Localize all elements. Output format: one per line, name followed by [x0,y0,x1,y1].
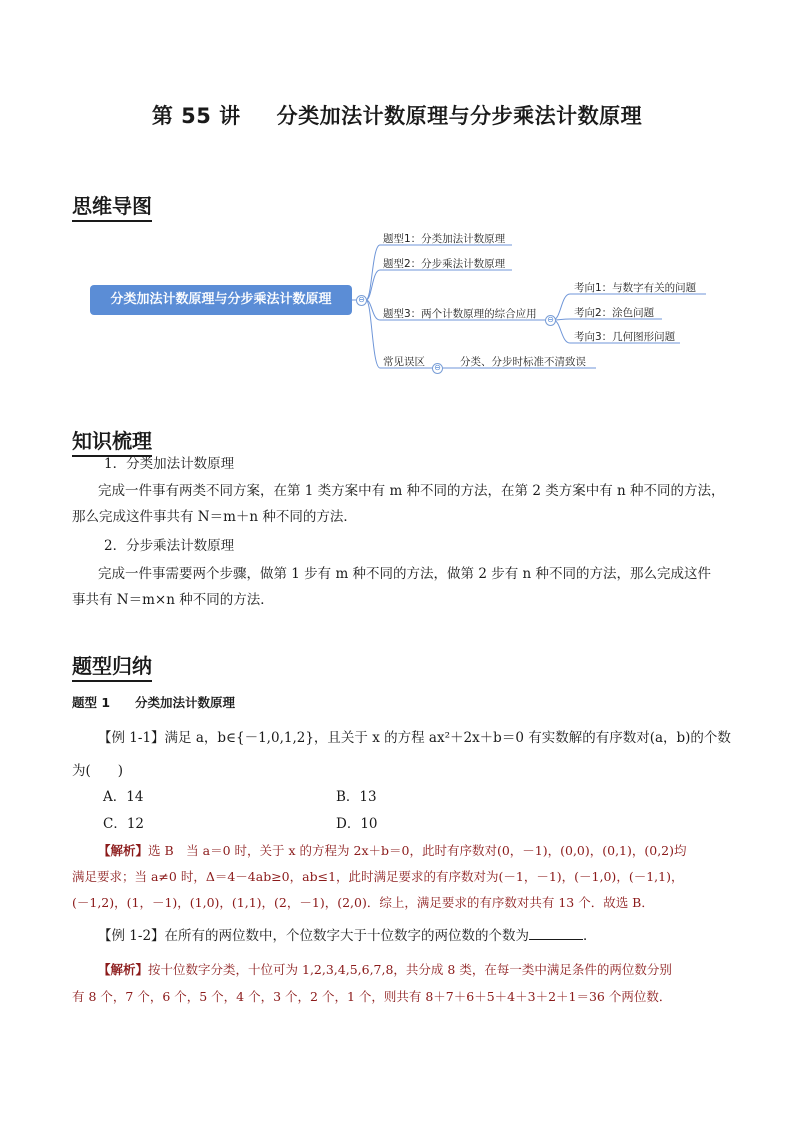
answer-1-1-line1 [98,838,687,864]
example-1-2-end: ． [583,928,597,944]
option-c: C．12 [103,816,145,832]
sub-direction-2: 考向2：涂色问题 [574,307,655,319]
mistake-detail: 分类、分步时标准不清致误 [460,356,586,368]
collapse-icon[interactable]: ⊖ [545,315,556,326]
knowledge-paragraph-2a: 完成一件事需要两个步骤，做第 1 步有 m 种不同的方法，做第 2 步有 n 种不同的方法，那么完成这件 [98,566,712,582]
knowledge-paragraph-1b: 那么完成这件事共有 N＝m＋n 种不同的方法． [72,509,357,525]
section-heading-mindmap: 思维导图 [72,190,152,222]
answer-text: 按十位数字分类，十位可为 1,2,3,4,5,6,7,8，共分成 8 类，在每一类中满足条件的两位数分别 [148,962,672,977]
knowledge-paragraph-1a: 完成一件事有两类不同方案，在第 1 类方案中有 m 种不同的方法，在第 2 类方案中有 n 种不同的方法， [98,483,725,499]
example-1-2 [98,923,597,949]
answer-1-1-line3: (－1,2)，(1，－1)，(1,0)，(1,1)，(2，－1)，(2,0)．综上，满足要求的有序数对共有 13 个．故选 B． [72,895,654,910]
section-heading-knowledge: 知识梳理 [72,425,152,457]
sub-direction-3: 考向3：几何图形问题 [574,331,676,343]
collapse-icon[interactable]: ⊖ [356,295,367,306]
branch-type1: 题型1：分类加法计数原理 [383,233,506,245]
section-heading-types: 题型归纳 [72,650,152,682]
knowledge-heading-1: 1．分类加法计数原理 [104,456,235,472]
branch-type2: 题型2：分步乘法计数原理 [383,258,506,270]
answer-1-2-line2: 有 8 个，7 个，6 个，5 个，4 个，3 个，2 个，1 个，则共有 8＋7＋6＋5＋4＋3＋2＋1＝36 个两位数． [72,989,672,1004]
answer-text: 选 B 当 a＝0 时，关于 x 的方程为 2x＋b＝0，此时有序数对(0，－1)，(0,0)，(0,1)，(0,2)均 [148,843,687,858]
collapse-icon[interactable]: ⊖ [432,363,443,374]
branch-type3: 题型3：两个计数原理的综合应用 [383,308,537,320]
answer-blank[interactable] [529,927,583,940]
example-1-2-text: 【例 1-2】在所有的两位数中，个位数字大于十位数字的两位数的个数为 [98,928,530,944]
mind-map-root: 分类加法计数原理与分步乘法计数原理 [90,285,352,315]
sub-direction-1: 考向1：与数字有关的问题 [574,282,697,294]
answer-1-2-line1 [98,957,672,983]
branch-mistakes: 常见误区 [383,356,425,368]
type1-heading: 题型 1 分类加法计数原理 [72,695,236,710]
example-1-1-line1: 【例 1-1】满足 a，b∈{－1,0,1,2}，且关于 x 的方程 ax²＋2x＋b＝0 有实数解的有序数对(a，b)的个数 [98,730,731,746]
knowledge-paragraph-2b: 事共有 N＝m×n 种不同的方法． [72,592,274,608]
knowledge-heading-2: 2．分步乘法计数原理 [104,538,235,554]
answer-tag: 【解析】 [98,962,149,977]
lecture-topic: 分类加法计数原理与分步乘法计数原理 [276,104,643,128]
answer-1-1-line2: 满足要求；当 a≠0 时，Δ＝4－4ab≥0，ab≤1，此时满足要求的有序数对为(－1，－1)，(－1,0)，(－1,1)， [72,869,684,884]
option-a: A．14 [103,789,144,805]
lecture-number: 第 55 讲 [151,104,241,128]
example-1-1-line2: 为( ) [72,763,124,779]
option-d: D．10 [336,816,378,832]
option-b: B．13 [336,789,377,805]
answer-tag: 【解析】 [98,843,149,858]
